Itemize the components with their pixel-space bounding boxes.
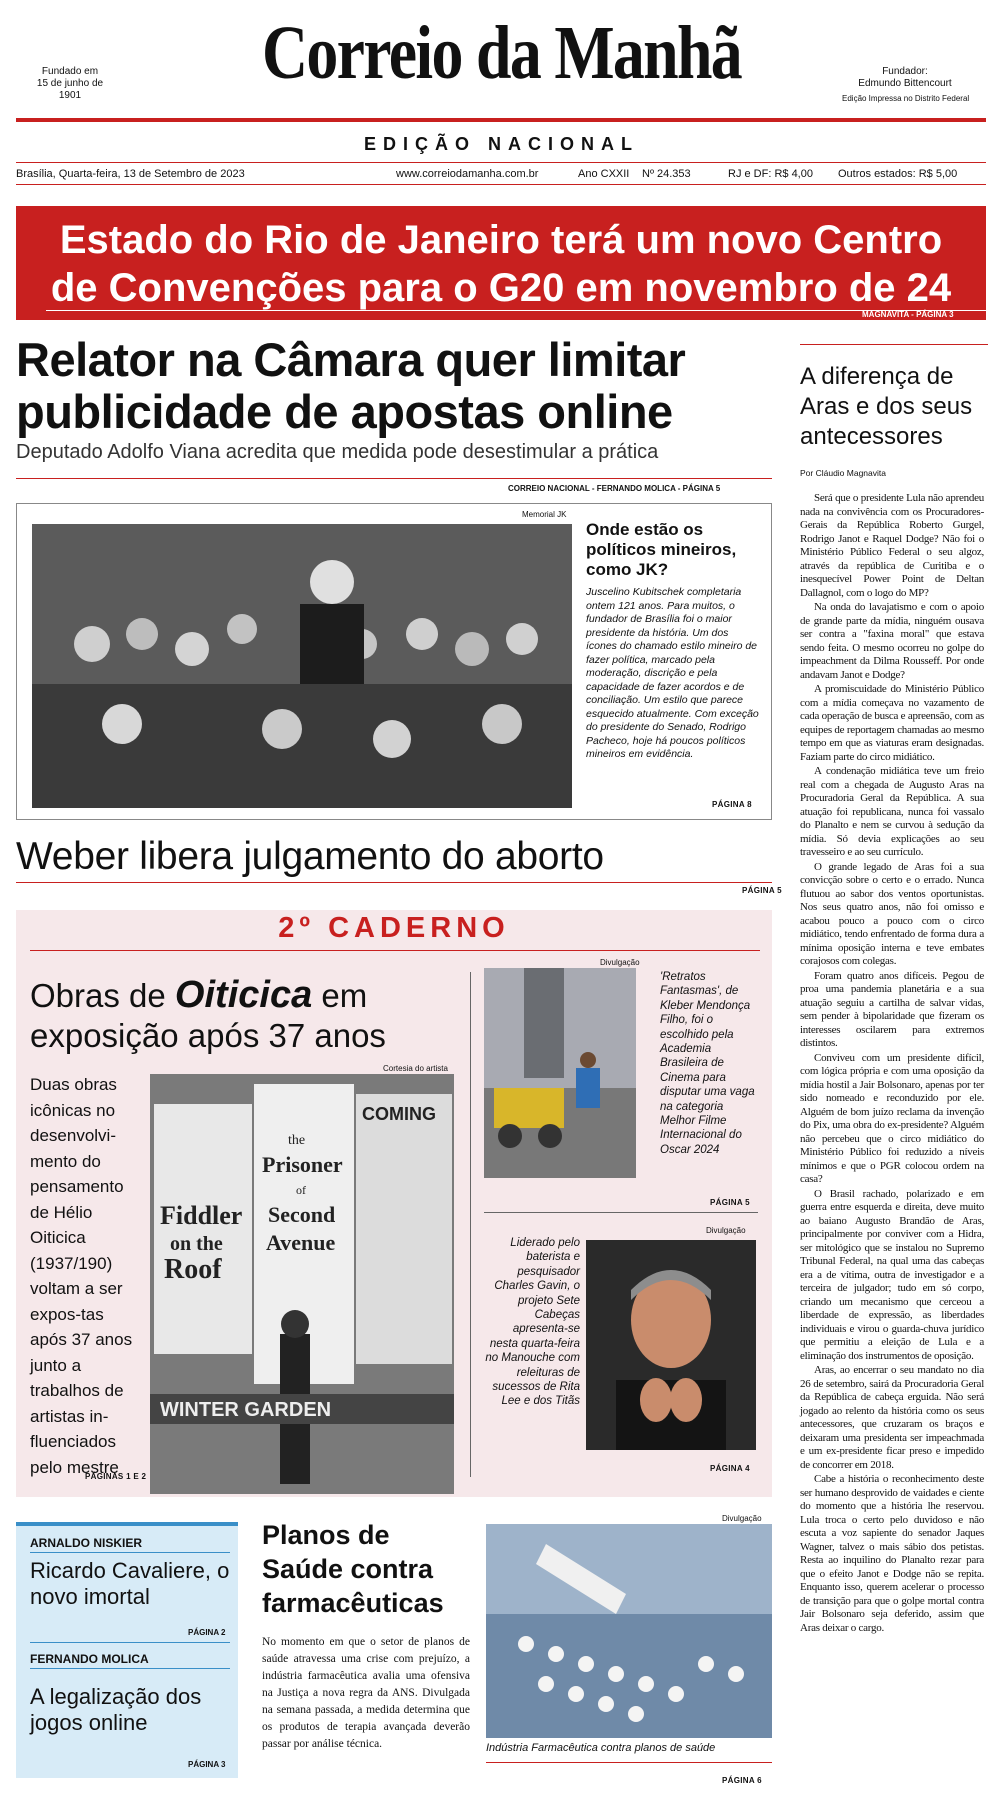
pills-image — [486, 1524, 772, 1738]
poster-winter-garden-text: WINTER GARDEN — [160, 1399, 332, 1421]
main-rule — [16, 478, 772, 479]
founder-note: Fundador: Edmundo Bittencourt — [858, 66, 952, 89]
opinion-paragraph: Conviveu com um presidente difícil, com lógica própria e com uma oposição da mídia hostil a Jair Bolsonaro, apenas por ter sido nomeado e reconduzido por ele. Alguém de bom juízo reclama da invenção do Pix, uma obra do ex-presidente? Alguém não percebeu que o circo midiático do Ministério Público foi reduzido a níveis mínimos e que o PGR colocou ordem na casa? — [800, 1051, 984, 1185]
poster-fiddler-text-3: Roof — [164, 1254, 222, 1285]
crowd-image — [32, 524, 572, 808]
retratos-divider — [484, 1212, 758, 1213]
sete-photo[interactable] — [586, 1240, 756, 1450]
opinion-body — [800, 492, 984, 1636]
info-bar — [16, 168, 986, 180]
columnist-divider — [30, 1642, 230, 1643]
opinion-paragraph: Aras, ao encerrar o seu mandato no dia 26 de setembro, sairá da Procuradoria Geral da República de cabeça erguida. Não será jogado ao relento da história como os seus antecessores, que cruzaram os braços e deixaram uma presidenta ser impeachmada e um ex-presidente ficar preso e impedido de concorrer em 2018. — [800, 1364, 984, 1471]
banner-credit: MAGNAVITA - PÁGINA 3 — [862, 310, 954, 319]
opinion-paragraph: O Brasil rachado, polarizado e em guerra entre esquerda e direita, deve muito ao baiano Augusto Brandão de Aras, principalmente por conviver com a Hidra, ser mitológico que se instalou no Supremo Tribunal Federal, na qual uma das cabeças era a de vítima, outra de investigador e a terceira de julgador; tudo em só corpo, criando um mecanismo que cerceou a liberdade de expressão, as liberdades individuais e virou o guarda-chuva jurídico que permitiu a eleição de Lula e a eliminação dos instrumentos de oposição. — [800, 1187, 984, 1362]
caderno-rule — [30, 950, 760, 951]
newspaper-logo[interactable]: Correio da Manhã — [261, 11, 742, 95]
opinion-paragraph: A condenação midiática teve um freio real com a chegada de Augusto Aras na Procuradoria Geral da República. A sua atuação foi republicana, nunca foi vassalo do Planalto e nem se curvou à sedução da mídia. Só devia explicações ao seu travesseiro e ao seu currículo. — [800, 765, 984, 858]
oiticica-headline[interactable]: Obras de Oiticica em exposição após 37 anos — [30, 974, 386, 1054]
masthead-rule — [16, 118, 986, 122]
opinion-paragraph: Será que o presidente Lula não aprendeu nada na convivência com os Procuradores-Gerais da República Roberto Gurgel, Rodrigo Janot e Raquel Dodge? Não foi o Ministério Público Federal o seu algoz, através da república de Curitiba e o inesquecível Power Point de Deltan Dallagnol, com o logo do MP? — [800, 492, 984, 599]
poster-prisoner-of: of — [296, 1183, 306, 1197]
farm-rule — [486, 1762, 772, 1763]
issue-date: Brasília, Quarta-feira, 13 de Setembro de 2023 — [16, 168, 245, 180]
planos-body: No momento em que o setor de planos de saúde atravessa uma crise com prejuízo, a indústria farmacêutica avalia uma ofensiva na Justiça a nova regra da ANS. Divulgada na semana passada, a medida determina que os produtos de terapia avançada deverão passar por análise técnica. — [262, 1636, 470, 1750]
opinion-rule — [800, 344, 988, 345]
poster-prisoner-the: the — [288, 1133, 306, 1148]
jk-photo-credit: Memorial JK — [522, 510, 567, 519]
planos-headline[interactable]: Planos de Saúde contra farmacêuticas — [262, 1520, 444, 1618]
issue-year: Ano CXXII — [578, 168, 630, 180]
opinion-paragraph: Cabe a história o reconhecimento deste ser humano desprovido de vaidades e ciente do momento que a história lhe reservou. Lula troca o certo pelo duvidoso e não escuta a voz sapiente do senador Jaques Wagner, talvez o mais sábio dos petistas. Resta ao inquilino do Planalto rezar para que o efeito Janot e Dodge não se repita. Enquanto isso, querem acelerar o processo de transição para que o golpe mortal contra Jair Bolsonaro seja deferido, assim que Aras deixar o cargo. — [800, 1473, 984, 1634]
caderno-title: 2º CADERNO — [278, 912, 510, 944]
sete-body: Liderado pelo baterista e pesquisador Charles Gavin, o projeto Sete Cabeças apresenta-se nesta quarta-feira no Manouche com releituras de sucessos de Rita Lee e dos Titãs — [485, 1237, 580, 1408]
jk-photo[interactable] — [32, 524, 572, 808]
price-rj: RJ e DF: R$ 4,00 — [728, 168, 813, 180]
edition-rule — [16, 162, 986, 163]
retratos-photo[interactable] — [484, 968, 636, 1178]
opinion-paragraph: O grande legado de Aras foi a sua convicção sobre o certo e o errado. Nunca flutuou ao sabor dos ventos oportunistas. Nos seus quatro anos, não foi omisso e acabou pouco a pouco com o circo midiático, tendo enfrentado de forma dura a mínima oposição interna e teve embates corajosos com colegas. — [800, 860, 984, 967]
top-banner[interactable] — [16, 206, 986, 320]
price-other: Outros estados: R$ 5,00 — [838, 168, 958, 180]
columnist-page-ref: PÁGINA 2 — [188, 1628, 226, 1637]
issue-number: Nº 24.353 — [642, 168, 691, 180]
farm-photo[interactable] — [486, 1524, 772, 1738]
portrait-image — [586, 1240, 756, 1450]
poster-fiddler-text-2: on the — [170, 1233, 223, 1255]
columnist-name: FERNANDO MOLICA — [30, 1652, 149, 1666]
columnists-top-bar — [16, 1522, 238, 1526]
weber-page-ref: PÁGINA 5 — [742, 886, 782, 895]
retratos-body: 'Retratos Fantasmas', de Kleber Mendonça Filho, foi o escolhido pela Academia Brasileira de Cinema para disputar uma vaga na categoria Melhor Filme Internacional do Oscar 2024 — [660, 971, 755, 1156]
retratos-page-ref: PÁGINA 5 — [710, 1198, 750, 1207]
columnist-title[interactable]: Ricardo Cavaliere, o novo imortal — [30, 1558, 230, 1609]
retratos-photo-credit: Divulgação — [600, 958, 640, 967]
oiticica-photo[interactable] — [150, 1074, 454, 1494]
main-credit: CORREIO NACIONAL - FERNANDO MOLICA - PÁGINA 5 — [508, 484, 721, 493]
sete-page-ref: PÁGINA 4 — [710, 1464, 750, 1473]
info-rule — [16, 184, 986, 185]
main-headline[interactable]: Relator na Câmara quer limitar publicidade de apostas online — [16, 333, 686, 438]
main-subhead: Deputado Adolfo Viana acredita que medida pode desestimular a prática — [16, 441, 659, 463]
columnist-name: ARNALDO NISKIER — [30, 1536, 143, 1550]
farm-caption: Indústria Farmacêutica contra planos de saúde — [486, 1742, 716, 1754]
weber-headline[interactable]: Weber libera julgamento do aborto — [16, 835, 604, 878]
poster-prisoner-second: Second — [268, 1202, 336, 1227]
opinion-paragraph: A promiscuidade do Ministério Público com a mídia começava no vazamento de cada operação de busca e apreensão, com as equipes de reportagem chamadas ao mesmo tempo em que as viaturas eram designadas. Faziam parte do circo midiático. — [800, 683, 984, 763]
oiticica-page-ref: PÁGINAS 1 E 2 — [85, 1472, 147, 1481]
founded-note: Fundado em 15 de junho de 1901 — [36, 66, 104, 101]
columnist-divider — [30, 1668, 230, 1669]
columnist-page-ref: PÁGINA 3 — [188, 1760, 226, 1769]
street-cart-image — [484, 968, 636, 1178]
columnist-divider — [30, 1552, 230, 1553]
oiticica-body: Duas obras icônicas no desenvolvi-mento do pensamento de Hélio Oiticica (1937/190) voltam a ser expos-tas após 37 anos junto a trabalhos de artistas in-fluenciados pelo mestre — [30, 1075, 133, 1477]
weber-rule — [16, 882, 772, 883]
jk-headline[interactable]: Onde estão os políticos mineiros, como JK? — [586, 520, 737, 579]
website-link[interactable]: www.correiodamanha.com.br — [396, 168, 539, 180]
poster-prisoner-title: Prisoner — [262, 1152, 343, 1177]
poster-coming-text: COMING — [362, 1104, 436, 1124]
banner-rule — [46, 310, 986, 311]
farm-page-ref: PÁGINA 6 — [722, 1776, 762, 1785]
poster-wall-image — [150, 1074, 454, 1494]
poster-fiddler-text: Fiddler — [160, 1201, 243, 1230]
printed-edition-note: Edição Impressa no Distrito Federal — [842, 94, 970, 103]
jk-page-ref: PÁGINA 8 — [712, 800, 752, 809]
poster-prisoner-avenue: Avenue — [266, 1230, 336, 1255]
opinion-byline: Por Cláudio Magnavita — [800, 468, 886, 478]
banner-headline[interactable]: Estado do Rio de Janeiro terá um novo Centro de Convenções para o G20 em novembro de 24 — [50, 218, 952, 310]
opinion-paragraph: Foram quatro anos difíceis. Pegou de proa uma pandemia planetária e a sua atuação seguiu a cartilha de salvar vidas, sem pender à bipolaridade que fizeram os interesses oscilarem para extremos distintos. — [800, 969, 984, 1049]
opinion-headline[interactable]: A diferença de Aras e dos seus antecessores — [800, 363, 973, 450]
caderno-divider — [470, 972, 471, 1477]
sete-photo-credit: Divulgação — [706, 1226, 746, 1235]
jk-body: Juscelino Kubitschek completaria ontem 121 anos. Para muitos, o fundador de Brasília foi o maior presidente da história. Um dos ícones do chamado estilo mineiro de fazer política, marcado pela moderação, discrição e pela capacidade de fazer acordos e de conciliação. Um estilo que parece esquecido atualmente. Com exceção do presidente do Senado, Rodrigo Pacheco, hoje há poucos políticos mineiros em evidência. — [586, 586, 759, 760]
oiticica-photo-credit: Cortesia do artista — [383, 1064, 448, 1073]
farm-photo-credit: Divulgação — [722, 1514, 762, 1523]
opinion-paragraph: Na onda do lavajatismo e com o apoio de grande parte da mídia, ninguém ousava ser contra a "faxina moral" que estava sendo feita. O mesmo ocorreu no golpe do impeachment da Dilma Rousseff. Por onde andavam Janot e Dodge? — [800, 601, 984, 681]
edition-label: EDIÇÃO NACIONAL — [364, 134, 639, 154]
columnist-title[interactable]: A legalização dos jogos online — [30, 1684, 202, 1735]
